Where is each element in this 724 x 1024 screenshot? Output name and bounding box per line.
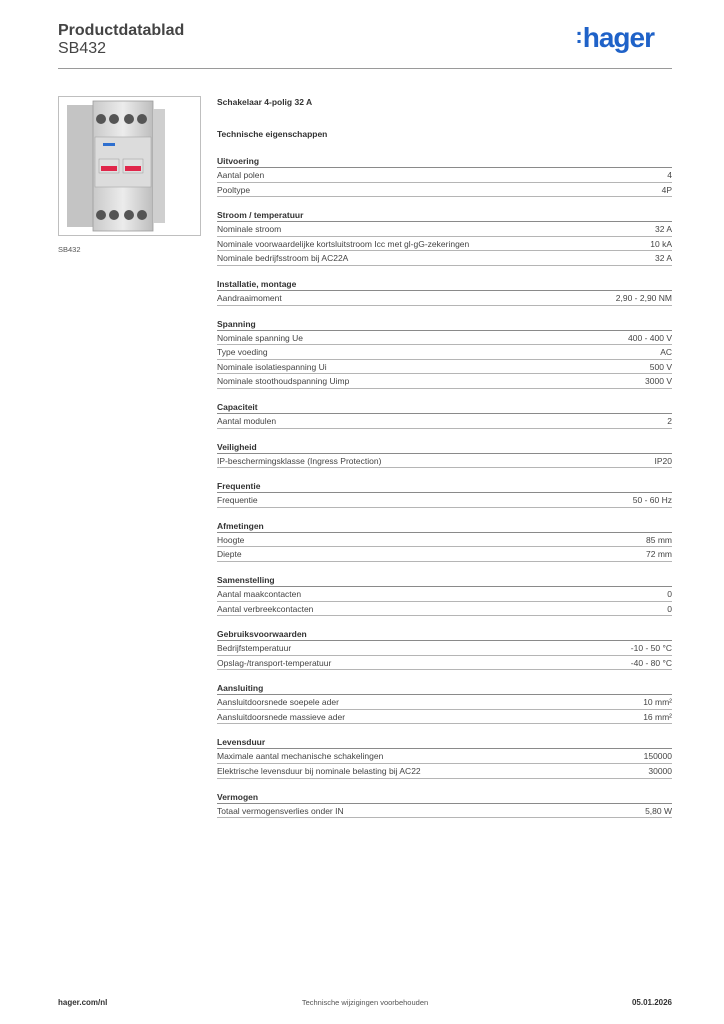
spec-row (217, 331, 672, 346)
specifications-panel (217, 97, 672, 818)
spec-row (217, 587, 672, 602)
spec-label: Elektrische levensduur bij nominale belasting bij AC22 (217, 766, 421, 777)
footer-date: 05.01.2026 (631, 998, 672, 1007)
spec-label: Diepte (217, 549, 242, 560)
spec-label: Aantal maakcontacten (217, 588, 302, 599)
spec-label: Bedrijfstemperatuur (217, 643, 292, 654)
technical-properties-title: Technische eigenschappen (217, 129, 328, 139)
spec-label: Nominale spanning Ue (217, 332, 303, 343)
spec-value: AC (660, 347, 672, 358)
document-title: Productdatablad (58, 22, 185, 39)
page-header (58, 20, 672, 70)
spec-value: 30000 (648, 766, 672, 777)
image-caption: SB432 (58, 245, 81, 254)
spec-label: Nominale stroom (217, 224, 282, 235)
spec-label: Totaal vermogensverlies onder IN (217, 805, 344, 816)
spec-label: Type voeding (217, 347, 268, 358)
spec-section (217, 791, 672, 819)
spec-label: Aandraaimoment (217, 292, 282, 303)
spec-value: 10 kA (650, 238, 672, 249)
spec-label: Aantal modulen (217, 415, 277, 426)
spec-row (217, 749, 672, 764)
spec-label: Aansluitdoorsnede soepele ader (217, 697, 339, 708)
spec-value: IP20 (654, 455, 672, 466)
spec-value: 16 mm² (643, 711, 672, 722)
spec-section (217, 574, 672, 616)
header-divider (58, 68, 672, 69)
section-title: Frequentie (217, 480, 672, 493)
product-code: SB432 (58, 40, 107, 57)
section-title: Gebruiksvoorwaarden (217, 628, 672, 641)
product-name: Schakelaar 4-polig 32 A (217, 97, 313, 107)
section-title: Veiligheid (217, 441, 672, 454)
spec-row (217, 183, 672, 198)
section-title: Levensduur (217, 736, 672, 749)
spec-sections (217, 155, 672, 818)
spec-row (217, 547, 672, 562)
spec-value: -10 - 50 °C (630, 643, 672, 654)
spec-value: 50 - 60 Hz (632, 495, 672, 506)
logo-text: hager (582, 22, 654, 53)
spec-label: Hoogte (217, 534, 245, 545)
spec-row (217, 804, 672, 819)
product-image (58, 96, 201, 236)
logo-dots-icon: : (575, 23, 582, 48)
spec-row (217, 222, 672, 237)
section-title: Vermogen (217, 791, 672, 804)
spec-section (217, 736, 672, 778)
spec-row (217, 360, 672, 375)
spec-label: Aansluitdoorsnede massieve ader (217, 711, 346, 722)
switch-product-illustration (59, 97, 200, 235)
spec-section (217, 520, 672, 562)
spec-value: 3000 V (645, 376, 672, 387)
spec-value: 4P (661, 184, 672, 195)
spec-row (217, 454, 672, 469)
spec-section (217, 628, 672, 670)
spec-label: Nominale isolatiespanning Ui (217, 361, 327, 372)
section-title: Uitvoering (217, 155, 672, 168)
spec-label: Maximale aantal mechanische schakelingen (217, 751, 384, 762)
footer-website: hager.com/nl (58, 998, 108, 1007)
spec-label: Nominale voorwaardelijke kortsluitstroom Icc met gl-gG-zekeringen (217, 238, 470, 249)
spec-value: 0 (667, 603, 672, 614)
spec-value: 32 A (654, 253, 672, 264)
spec-section (217, 401, 672, 429)
hager-logo (575, 22, 654, 54)
spec-row (217, 602, 672, 617)
section-title: Spanning (217, 318, 672, 331)
spec-row (217, 251, 672, 266)
spec-row (217, 374, 672, 389)
spec-value: 150000 (643, 751, 672, 762)
spec-label: Pooltype (217, 184, 251, 195)
section-title: Stroom / temperatuur (217, 209, 672, 222)
spec-row (217, 710, 672, 725)
section-title: Installatie, montage (217, 278, 672, 291)
spec-value: 2 (667, 415, 672, 426)
spec-section (217, 209, 672, 266)
spec-row (217, 291, 672, 306)
spec-row (217, 764, 672, 779)
spec-section (217, 278, 672, 306)
spec-value: 5,80 W (645, 805, 672, 816)
spec-section (217, 480, 672, 508)
spec-value: 400 - 400 V (628, 332, 672, 343)
spec-value: 4 (667, 170, 672, 180)
spec-label: Aantal verbreekcontacten (217, 603, 314, 614)
spec-row (217, 641, 672, 656)
section-title: Samenstelling (217, 574, 672, 587)
spec-row (217, 414, 672, 429)
spec-row (217, 345, 672, 360)
spec-label: Aantal polen (217, 170, 265, 180)
spec-section (217, 441, 672, 469)
spec-value: 10 mm² (643, 697, 672, 708)
spec-value: 500 V (649, 361, 672, 372)
spec-label: Nominale stoothoudspanning Uimp (217, 376, 350, 387)
spec-value: 0 (667, 588, 672, 599)
spec-row (217, 237, 672, 252)
spec-row (217, 656, 672, 671)
spec-section (217, 682, 672, 724)
spec-row (217, 493, 672, 508)
spec-label: Frequentie (217, 495, 258, 506)
spec-row (217, 533, 672, 548)
spec-section (217, 318, 672, 389)
spec-row (217, 695, 672, 710)
spec-row (217, 168, 672, 183)
spec-value: 32 A (654, 224, 672, 235)
spec-label: IP-beschermingsklasse (Ingress Protection) (217, 455, 382, 466)
spec-value: 85 mm (646, 534, 672, 545)
section-title: Capaciteit (217, 401, 672, 414)
spec-label: Opslag-/transport-temperatuur (217, 657, 332, 668)
spec-value: 2,90 - 2,90 NM (615, 292, 672, 303)
spec-section (217, 155, 672, 197)
spec-label: Nominale bedrijfsstroom bij AC22A (217, 253, 349, 264)
section-title: Aansluiting (217, 682, 672, 695)
spec-value: -40 - 80 °C (630, 657, 672, 668)
section-title: Afmetingen (217, 520, 672, 533)
footer-notice: Technische wijzigingen voorbehouden (301, 998, 429, 1007)
spec-value: 72 mm (646, 549, 672, 560)
